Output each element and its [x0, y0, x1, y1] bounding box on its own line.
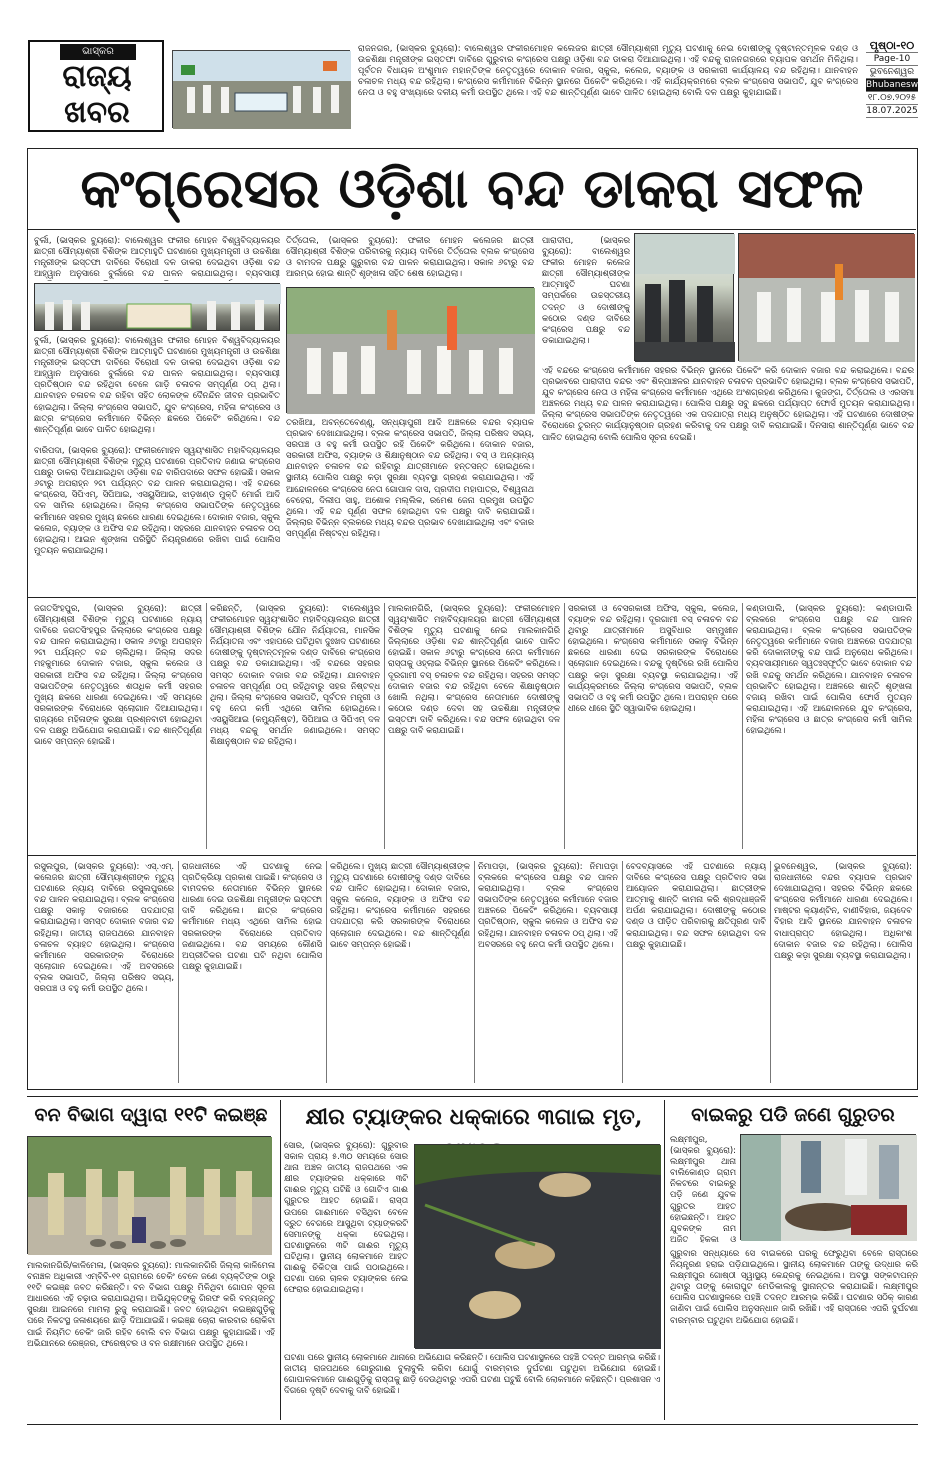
lead-col1-top	[34, 235, 280, 281]
story1-photo	[27, 1136, 271, 1254]
row2-col4	[568, 603, 738, 849]
row2-col2-text: କରିଛନ୍ତି, (ଭାସ୍କର ବ୍ୟୁରୋ): ବାଲେଶ୍ୱର ଫକୀରମୋହନ ସ୍ୱୟଂଶାସିତ ମହାବିଦ୍ୟାଳୟର ଛାତ୍ରୀ ସୌମ୍ୟାଶ୍ରୀ ବିଶିଙ୍କ ଯୌନ ନିର୍ଯ୍ୟାତନା, ମାନସିକ ନିର୍ଯ୍ୟାତନା ଏବଂ ଏହାପରେ ଘଟିଥିବା ଦୁଃଖଦ ଘଟଣାରେ ଦୋଷୀଙ୍କୁ ଦୃଷ୍ଟାନ୍ତମୂଳକ ଦଣ୍ଡ ଦାବିରେ କଂଗ୍ରେସ ପକ୍ଷରୁ ବନ୍ଦ ଡକାଯାଇଥିଲା। ଏହି ବନ୍ଦରେ ସହରର ସମସ୍ତ ଦୋକାନ ବଜାର ବନ୍ଦ ରହିଥିଲା। ଯାନବାହନ ଚଳାଚଳ ସମ୍ପୂର୍ଣ୍ଣ ଠପ୍ ରହିଥିବାରୁ ସହର ନିଷ୍ଟବ୍ଧ ଥିଲା। ଜିଲ୍ଲା କଂଗ୍ରେସ ସଭାପତି, ପୂର୍ବତନ ମନ୍ତ୍ରୀ ଓ ବହୁ ନେତା କର୍ମୀ ଏଥିରେ ସାମିଲ ହୋଇଥିଲେ। ଏସୟୁସିଆଇ (କମ୍ୟୁନିଷ୍ଟ), ସିପିଆଇ ଓ ସିପିଏମ୍ ଦଳ ମଧ୍ୟ ବନ୍ଦକୁ ସମର୍ଥନ ଜଣାଇଥିଲେ। ସମସ୍ତ ଶିକ୍ଷାନୁଷ୍ଠାନ ବନ୍ଦ ରହିଥିଲା।	[210, 603, 380, 747]
row3-col3	[330, 861, 470, 1083]
row3-col4	[478, 861, 618, 1083]
lead-col3b-text: ଏହି ବନ୍ଦରେ କଂଗ୍ରେସ କର୍ମୀମାନେ ସହରର ବିଭିନ୍ନ ସ୍ଥାନରେ ପିକେଟିଂ କରି ଦୋକାନ ବଜାର ବନ୍ଦ କରାଇଥିଲେ। ବନ୍ଦର ପ୍ରଭାବରେ ପାରାଦୀପ ବନ୍ଦର ଏବଂ ଶିଳ୍ପାଞ୍ଚଳର ଯାନବାହନ ଚଳାଚଳ ପ୍ରଭାବିତ ହୋଇଥିଲା। ବ୍ଲକ କଂଗ୍ରେସ ସଭାପତି, ଯୁବ କଂଗ୍ରେସ ନେତା ଓ ମହିଳା କଂଗ୍ରେସ କର୍ମୀମାନେ ଏଥିରେ ଅଂଶଗ୍ରହଣ କରିଥିଲେ। କୁଜଙ୍ଗ, ତିର୍ତ୍ତୋଲ ଓ ଏରସମା ଅଞ୍ଚଳରେ ମଧ୍ୟ ବନ୍ଦ ପାଳନ କରାଯାଇଥିଲା। ପୋଲିସ ପକ୍ଷରୁ ସବୁ ଛକରେ ପର୍ଯ୍ୟାପ୍ତ ଫୋର୍ସ ମୁତୟନ କରାଯାଇଥିଲା। ଜିଲ୍ଲା କଂଗ୍ରେସ ସଭାପତିଙ୍କ ନେତୃତ୍ୱରେ ଏକ ପଦଯାତ୍ରା ମଧ୍ୟ ଅନୁଷ୍ଠିତ ହୋଇଥିଲା। ଏହି ଘଟଣାରେ ଦୋଷୀଙ୍କ ବିରୋଧରେ ତୁରନ୍ତ କାର୍ଯ୍ୟାନୁଷ୍ଠାନ ଗ୍ରହଣ କରିବାକୁ ଦଳ ପକ୍ଷରୁ ଦାବି କରାଯାଇଛି। ଦିନସାରା ଶାନ୍ତିପୂର୍ଣ୍ଣ ଭାବେ ବନ୍ଦ ପାଳିତ ହୋଇଥିଲା ବୋଲି ପୋଲିସ ସୂଚନା ଦେଇଛି।	[542, 365, 914, 442]
row3-col6-text: ଭୁବନେଶ୍ୱର, (ଭାସ୍କର ବ୍ୟୁରୋ): ରାଜଧାନୀରେ ବନ୍ଦର ବ୍ୟାପକ ପ୍ରଭାବ ଦେଖାଯାଇଥିଲା। ସହରର ବିଭିନ୍ନ ଛକରେ କଂଗ୍ରେସ କର୍ମୀମାନେ ଧାରଣା ଦେଇଥିଲେ। ମାଷ୍ଟର କ୍ୟାଣ୍ଟିନ, ବାଣୀବିହାର, ଜୟଦେବ ବିହାର ଆଦି ସ୍ଥାନରେ ଯାନବାହନ ଚଳାଚଳ ବାଧାପ୍ରାପ୍ତ ହୋଇଥିଲା। ଅଧିକାଂଶ ଦୋକାନ ବଜାର ବନ୍ଦ ରହିଥିଲା। ପୋଲିସ ପକ୍ଷରୁ କଡ଼ା ସୁରକ୍ଷା ବ୍ୟବସ୍ଥା କରାଯାଇଥିଲା।	[774, 861, 912, 960]
story3-body-top	[670, 1134, 736, 1246]
column-rule	[280, 1100, 281, 1420]
lead-col2-bottom	[286, 417, 534, 593]
top-brief-story	[358, 44, 858, 132]
story2-text-right: ଘଟଣା ପରେ ସ୍ଥାନୀୟ ଲୋକମାନେ ଥାନାରେ ଅଭିଯୋଗ କରିଛନ୍ତି। ପୋଲିସ ଘଟଣାସ୍ଥଳରେ ପହଞ୍ଚି ତଦନ୍ତ ଆରମ୍ଭ କରିଛି। ଜାତୀୟ ରାଜପଥରେ ଗୋରୁଗାଈ ବୁଲାବୁଲି କରିବା ଯୋଗୁଁ ବାରମ୍ବାର ଦୁର୍ଘଟଣା ଘଟୁଥିବା ଅଭିଯୋଗ ହୋଇଛି। ଗୋପାଳକମାନେ ଗାଈଗୁଡ଼ିକୁ ରାସ୍ତାକୁ ଛାଡ଼ି ଦେଉଥିବାରୁ ଏପରି ଘଟଣା ଘଟୁଛି ବୋଲି ଲୋକମାନେ କହିଛନ୍ତି। ପ୍ରଶାସନ ଏ ଦିଗରେ ଦୃଷ୍ଟି ଦେବାକୁ ଦାବି ହୋଇଛି।	[284, 1352, 660, 1396]
column-rule	[742, 603, 743, 849]
row2-col3	[388, 603, 560, 849]
city-english: Bhubaneswar	[866, 80, 928, 90]
section-title-line1: ରାଜ୍ୟ	[62, 59, 132, 94]
column-rule	[664, 1100, 665, 1420]
lead-col3-bottom	[542, 365, 914, 593]
row3-col1	[34, 861, 174, 1083]
divider	[27, 1424, 918, 1425]
date-odia: ୧୮.୦୭.୨୦୨୫	[867, 93, 917, 103]
story3-text-top: ଲକ୍ଷ୍ମୀପୁର, (ଭାସ୍କର ବ୍ୟୁରୋ): ଲକ୍ଷ୍ମୀପୁର ଥାନା ବାଲିକୋଣ୍ଡ ଗ୍ରାମ ନିକଟରେ ବାଇକରୁ ପଡ଼ି ଜଣେ ଯୁବକ ଗୁରୁତର ଆହତ ହୋଇଛନ୍ତି। ଆହତ ଯୁବକଙ୍କ ନାମ ଅଜିତ ହିକକା ଓ	[670, 1134, 736, 1244]
top-brief-photo	[172, 50, 350, 128]
lead-col2-top	[286, 235, 534, 285]
brand-name: ଭାସ୍କର	[60, 44, 136, 60]
page-info	[866, 39, 928, 136]
row3-col4-text: ନିମାପଡ଼ା, (ଭାସ୍କର ବ୍ୟୁରୋ): ନିମାପଡ଼ା ବ୍ଲକରେ କଂଗ୍ରେସ ପକ୍ଷରୁ ବନ୍ଦ ପାଳନ କରାଯାଇଥିଲା। ବ୍ଲକ କଂଗ୍ରେସ ସଭାପତିଙ୍କ ନେତୃତ୍ୱରେ କର୍ମୀମାନେ ବଜାର ଅଞ୍ଚଳରେ ପିକେଟିଂ କରିଥିଲେ। ବ୍ୟବସାୟୀ ପ୍ରତିଷ୍ଠାନ, ସ୍କୁଲ କଲେଜ ଓ ଅଫିସ ବନ୍ଦ ରହିଥିଲା। ଯାନବାହନ ଚଳାଚଳ ଠପ୍ ଥିଲା। ଏହି ଅବସରରେ ବହୁ ନେତା କର୍ମୀ ଉପସ୍ଥିତ ଥିଲେ।	[478, 861, 618, 949]
row3-col6	[774, 861, 912, 1083]
row2-col5-text: କଣ୍ଡାପାଲି, (ଭାସ୍କର ବ୍ୟୁରୋ): କଣ୍ଡାପାଲି ବ୍ଲକରେ କଂଗ୍ରେସ ପକ୍ଷରୁ ବନ୍ଦ ପାଳନ କରାଯାଇଥିଲା। ବ୍ଲକ କଂଗ୍ରେସ ସଭାପତିଙ୍କ ନେତୃତ୍ୱରେ କର୍ମୀମାନେ ବଜାର ଅଞ୍ଚଳରେ ପଦଯାତ୍ରା କରି ଦୋକାନୀଙ୍କୁ ବନ୍ଦ ପାଇଁ ଅନୁରୋଧ କରିଥିଲେ। ବ୍ୟବସାୟୀମାନେ ସ୍ୱତଃସ୍ଫୂର୍ତ୍ତ ଭାବେ ଦୋକାନ ବନ୍ଦ ରଖି ବନ୍ଦକୁ ସମର୍ଥନ କରିଥିଲେ। ଯାନବାହନ ଚଳାଚଳ ପ୍ରଭାବିତ ହୋଇଥିଲା। ଅଞ୍ଚଳରେ ଶାନ୍ତି ଶୃଙ୍ଖଳା ବଜାୟ ରଖିବା ପାଇଁ ପୋଲିସ ଫୋର୍ସ ମୁତୟନ କରାଯାଇଥିଲା। ଏହି ଆନ୍ଦୋଳନରେ ଯୁବ କଂଗ୍ରେସ, ମହିଳା କଂଗ୍ରେସ ଓ ଛାତ୍ର କଂଗ୍ରେସ କର୍ମୀ ସାମିଲ ହୋଇଥିଲେ।	[746, 603, 912, 736]
column-rule	[326, 861, 327, 1083]
column-rule	[178, 861, 179, 1083]
photo-protest-4	[738, 233, 914, 361]
page-number: ପୃଷ୍ଠା-୧୦	[866, 40, 918, 53]
story3-headline: ବାଇକରୁ ପଡି ଜଣେ ଗୁରୁତର	[691, 1104, 895, 1126]
row2-col1	[34, 603, 202, 849]
row3-col5-text: ବେଦବ୍ୟାସରେ ଏହି ଘଟଣାରେ ନ୍ୟାୟ ଦାବିରେ କଂଗ୍ରେସ ପକ୍ଷରୁ ପ୍ରତିବାଦ ସଭା ଆୟୋଜନ କରାଯାଇଥିଲା। ଛାତ୍ରୀଙ୍କ ଆତ୍ମାକୁ ଶାନ୍ତି କାମନା କରି ଶ୍ରଦ୍ଧାଞ୍ଜଳି ଅର୍ପଣ କରାଯାଇଥିଲା। ଦୋଷୀଙ୍କୁ କଠୋର ଦଣ୍ଡ ଓ ପୀଡ଼ିତ ପରିବାରକୁ କ୍ଷତିପୂରଣ ଦାବି କରାଯାଇଥିଲା। ବନ୍ଦ ସଫଳ ହୋଇଥିବା ଦଳ ପକ୍ଷରୁ କୁହାଯାଇଛି।	[626, 861, 766, 949]
lead-story-box	[27, 148, 918, 1090]
story3-body-bottom	[670, 1248, 918, 1420]
divider	[27, 1096, 918, 1097]
lead-col1b-text: ବାରିପଦା, (ଭାସ୍କର ବ୍ୟୁରୋ): ଫକୀରମୋହନ ସ୍ୱୟଂଶାସିତ ମହାବିଦ୍ୟାଳୟର ଛାତ୍ରୀ ସୌମ୍ୟାଶ୍ରୀ ବିଶିଙ୍କ ମୃତ୍ୟୁ ଘଟଣାରେ ପ୍ରତିବାଦ ଜଣାଇ କଂଗ୍ରେସ ପକ୍ଷରୁ ଡାକରା ଦିଆଯାଇଥିବା ଓଡ଼ିଶା ବନ୍ଦ ବାରିପଦାରେ ସଫଳ ହୋଇଛି। ସକାଳ ୬ଟାରୁ ଅପରାହ୍ନ ୨ଟା ପର୍ଯ୍ୟନ୍ତ ବନ୍ଦ ପାଳନ କରାଯାଇଥିଲା। ଏହି ବନ୍ଦରେ କଂଗ୍ରେସ, ସିପିଏମ୍, ସିପିଆଇ, ଏସୟୁସିଆଇ, ଝାଡ଼ଖଣ୍ଡ ମୁକ୍ତି ମୋର୍ଚ୍ଚା ଆଦି ଦଳ ସାମିଲ ହୋଇଥିଲେ। ଜିଲ୍ଲା କଂଗ୍ରେସ ସଭାପତିଙ୍କ ନେତୃତ୍ୱରେ କର୍ମୀମାନେ ସହରର ମୁଖ୍ୟ ଛକରେ ଧାରଣା ଦେଇଥିଲେ। ଦୋକାନ ବଜାର, ସ୍କୁଲ କଲେଜ, ବ୍ୟାଙ୍କ ଓ ଅଫିସ ବନ୍ଦ ରହିଥିଲା। ସହରରେ ଯାନବାହନ ଚଳାଚଳ ଠପ୍ ହୋଇଥିଲା। ଆଇନ ଶୃଙ୍ଖଳା ପରିସ୍ଥିତି ନିୟନ୍ତ୍ରଣରେ ରଖିବା ପାଇଁ ପୋଲିସ ମୁତୟନ କରାଯାଇଥିଲା।	[34, 445, 280, 555]
lead-col1-text: ବୁର୍ଲା, (ଭାସ୍କର ବ୍ୟୁରୋ): ବାଲେଶ୍ୱର ଫକୀର ମୋହନ ବିଶ୍ୱବିଦ୍ୟାଳୟର ଛାତ୍ରୀ ସୌମ୍ୟାଶ୍ରୀ ବିଶିଙ୍କ ଆତ୍ମାହୁତି ଘଟଣାରେ ମୁଖ୍ୟମନ୍ତ୍ରୀ ଓ ଉଚ୍ଚଶିକ୍ଷା ମନ୍ତ୍ରୀଙ୍କ ଇସ୍ତଫା ଦାବିରେ ବିରୋଧୀ ଦଳ ଡାକରା ଦେଇଥିବା ଓଡ଼ିଶା ବନ୍ଦ ଆହ୍ୱାନ ଅନୁସାରେ ବୁର୍ଲାରେ ବନ୍ଦ ପାଳନ କରାଯାଇଥିଲା। ବ୍ୟବସାୟୀ	[34, 235, 280, 279]
column-rule	[622, 861, 623, 1083]
row3-col2	[182, 861, 322, 1083]
row2-col5	[746, 603, 912, 849]
story2-headline: କ୍ଷୀର ଟ୍ୟାଙ୍କର ଧକ୍କାରେ ୩ଗାଇ ମୃତ,	[305, 1104, 643, 1130]
divider	[28, 597, 916, 598]
story2-body-left	[284, 1140, 408, 1346]
section-logo	[28, 40, 164, 132]
story1-body	[27, 1260, 275, 1420]
lead-col1-text-cont: ବୁର୍ଲା, (ଭାସ୍କର ବ୍ୟୁରୋ): ବାଲେଶ୍ୱର ଫକୀର ମୋହନ ବିଶ୍ୱବିଦ୍ୟାଳୟର ଛାତ୍ରୀ ସୌମ୍ୟାଶ୍ରୀ ବିଶିଙ୍କ ଆତ୍ମାହୁତି ଘଟଣାରେ ମୁଖ୍ୟମନ୍ତ୍ରୀ ଓ ଉଚ୍ଚଶିକ୍ଷା ମନ୍ତ୍ରୀଙ୍କ ଇସ୍ତଫା ଦାବିରେ ବିରୋଧୀ ଦଳ ଡାକରା ଦେଇଥିବା ଓଡ଼ିଶା ବନ୍ଦ ଆହ୍ୱାନ ଅନୁସାରେ ବୁର୍ଲାରେ ବନ୍ଦ ପାଳନ କରାଯାଇଥିଲା। ବ୍ୟବସାୟୀ ପ୍ରତିଷ୍ଠାନ ବନ୍ଦ ରହିଥିବା ବେଳେ ଗାଡ଼ି ଚଳାଚଳ ସମ୍ପୂର୍ଣ୍ଣ ଠପ୍ ଥିଲା। ଯାନବାହନ ଚଳାଚଳ ବନ୍ଦ ରହିବା ସହିତ ଲୋକଙ୍କ ଦୈନନ୍ଦିନ ଜୀବନ ପ୍ରଭାବିତ ହୋଇଥିଲା। ଜିଲ୍ଲା କଂଗ୍ରେସ ସଭାପତି, ଯୁବ କଂଗ୍ରେସ, ମହିଳା କଂଗ୍ରେସ ଓ ଛାତ୍ର କଂଗ୍ରେସ କର୍ମୀମାନେ ବିଭିନ୍ନ ଛକରେ ପିକେଟିଂ କରିଥିଲେ। ବନ୍ଦ ଶାନ୍ତିପୂର୍ଣ୍ଣ ଭାବେ ପାଳିତ ହୋଇଥିଲା।	[34, 335, 280, 434]
page-number-en: Page-10	[866, 53, 918, 66]
row3-col5	[626, 861, 766, 1083]
lead-col1-bottom	[34, 445, 280, 593]
top-brief-text: ରାଜନଗର, (ଭାସ୍କର ବ୍ୟୁରୋ): ବାଲେଶ୍ୱର ଫକୀରମୋହନ କଲେଜର ଛାତ୍ରୀ ସୌମ୍ୟାଶ୍ରୀ ମୃତ୍ୟୁ ଘଟଣାକୁ ନେଇ ଦୋଷୀଙ୍କୁ ଦୃଷ୍ଟାନ୍ତମୂଳକ ଦଣ୍ଡ ଓ ଉଚ୍ଚଶିକ୍ଷା ମନ୍ତ୍ରୀଙ୍କ ଇସ୍ତଫା ଦାବିରେ ଗୁରୁବାର କଂଗ୍ରେସ ପକ୍ଷରୁ ଓଡ଼ିଶା ବନ୍ଦ ଡାକରା ଦିଆଯାଇଥିଲା। ଏହି ବନ୍ଦକୁ ରାଜନଗରରେ ବ୍ୟାପକ ସମର୍ଥନ ମିଳିଥିଲା। ପୂର୍ବତନ ବିଧାୟକ ଅଂଶୁମାନ ମହାନ୍ତିଙ୍କ ନେତୃତ୍ୱରେ ଦୋକାନ ବଜାର, ସ୍କୁଲ, କଲେଜ, ବ୍ୟାଙ୍କ ଓ ସରକାରୀ କାର୍ଯ୍ୟାଳୟ ବନ୍ଦ ରହିଥିଲା। ଯାନବାହନ ଚଳାଚଳ ମଧ୍ୟ ବନ୍ଦ ରହିଥିଲା। କଂଗ୍ରେସ କର୍ମୀମାନେ ବିଭିନ୍ନ ସ୍ଥାନରେ ପିକେଟିଂ କରିଥିଲେ। ଏହି କାର୍ଯ୍ୟକ୍ରମରେ ବ୍ଲକ କଂଗ୍ରେସ ସଭାପତି, ଯୁବ କଂଗ୍ରେସ ନେତା ଓ ବହୁ ସଂଖ୍ୟାରେ ଦଳୀୟ କର୍ମୀ ଉପସ୍ଥିତ ଥିଲେ। ଏହି ବନ୍ଦ ଶାନ୍ତିପୂର୍ଣ୍ଣ ଭାବେ ପାଳିତ ହୋଇଥିଲା ବୋଲି ଦଳ ପକ୍ଷରୁ କୁହାଯାଇଛି।	[358, 44, 858, 98]
main-headline: କଂଗ୍ରେସର ଓଡ଼ିଶା ବନ୍ଦ ଡାକରା ସଫଳ	[80, 156, 864, 220]
column-rule	[564, 603, 565, 849]
lead-col2b-text: ତରଖିଆ, ଅବନ୍ତେବେଣ୍ଣୁ, ସନ୍ଧ୍ୟାପୁରୀ ଆଦି ଅଞ୍ଚଳରେ ବନ୍ଦର ବ୍ୟାପକ ପ୍ରଭାବ ଦେଖାଯାଇଥିଲା। ବ୍ଲକ କଂଗ୍ରେସ ସଭାପତି, ଜିଲ୍ଲା ପରିଷଦ ସଭ୍ୟ, ସରପଞ୍ଚ ଓ ବହୁ କର୍ମୀ ଉପସ୍ଥିତ ରହି ପିକେଟିଂ କରିଥିଲେ। ଦୋକାନ ବଜାର, ସରକାରୀ ଅଫିସ, ବ୍ୟାଙ୍କ ଓ ଶିକ୍ଷାନୁଷ୍ଠାନ ବନ୍ଦ ରହିଥିଲା। ବସ୍ ଓ ଅନ୍ୟାନ୍ୟ ଯାନବାହନ ଚଳାଚଳ ବନ୍ଦ ରହିବାରୁ ଯାତ୍ରୀମାନେ ହନ୍ତସନ୍ତ ହୋଇଥିଲେ। ସ୍ଥାନୀୟ ପୋଲିସ ପକ୍ଷରୁ କଡ଼ା ସୁରକ୍ଷା ବ୍ୟବସ୍ଥା ଗ୍ରହଣ କରାଯାଇଥିଲା। ଏହି ଆନ୍ଦୋଳନରେ କଂଗ୍ରେସ ନେତା ଗୋପାଳ ଦାସ, ପ୍ରଦୀପ ମହାପାତ୍ର, ବିଶ୍ୱନାଥ ବେହେରା, ଦିଲୀପ ସାହୁ, ଅଶୋକ ମଲ୍ଲିକ, ରମେଶ ଜେନା ପ୍ରମୁଖ ଉପସ୍ଥିତ ଥିଲେ। ଏହି ବନ୍ଦ ପୂର୍ଣ୍ଣ ସଫଳ ହୋଇଥିବା ଦଳ ପକ୍ଷରୁ ଦାବି କରାଯାଇଛି। ଜିଲ୍ଲାର ବିଭିନ୍ନ ବ୍ଲକରେ ମଧ୍ୟ ବନ୍ଦର ପ୍ରଭାବ ଦେଖାଯାଇଥିଲା ଏବଂ ବଜାର ସମ୍ପୂର୍ଣ୍ଣ ନିଷ୍ଟବ୍ଧ ରହିଥିଲା।	[286, 417, 534, 538]
story3-text-bottom: ଗୁରୁବାର ସନ୍ଧ୍ୟାରେ ସେ ବାଇକରେ ଘରକୁ ଫେରୁଥିବା ବେଳେ ରାସ୍ତାରେ ନିୟନ୍ତ୍ରଣ ହରାଇ ପଡ଼ିଯାଇଥିଲେ। ସ୍ଥାନୀୟ ଲୋକମାନେ ତାଙ୍କୁ ଉଦ୍ଧାର କରି ଲକ୍ଷ୍ମୀପୁର ଗୋଷ୍ଠୀ ସ୍ୱାସ୍ଥ୍ୟ କେନ୍ଦ୍ରକୁ ନେଇଥିଲେ। ଅବସ୍ଥା ସଙ୍କଟାପନ୍ନ ଥିବାରୁ ତାଙ୍କୁ କୋରାପୁଟ ମେଡିକାଲକୁ ସ୍ଥାନାନ୍ତର କରାଯାଇଛି। ଲକ୍ଷ୍ମୀପୁର ପୋଲିସ ଘଟଣାସ୍ଥଳରେ ପହଞ୍ଚି ତଦନ୍ତ ଆରମ୍ଭ କରିଛି। ଘଟଣାର ସଠିକ୍ କାରଣ ଜାଣିବା ପାଇଁ ପୋଲିସ ଅନୁସନ୍ଧାନ ଜାରି ରଖିଛି। ଏହି ରାସ୍ତାରେ ଏପରି ଦୁର୍ଘଟଣା ବାରମ୍ବାର ଘଟୁଥିବା ଅଭିଯୋଗ ହୋଇଛି।	[670, 1248, 918, 1325]
row2-col1-text: ଜଗତସିଂହପୁର, (ଭାସ୍କର ବ୍ୟୁରୋ): ଛାତ୍ରୀ ସୌମ୍ୟାଶ୍ରୀ ବିଶିଙ୍କ ମୃତ୍ୟୁ ଘଟଣାରେ ନ୍ୟାୟ ଦାବିରେ ଜଗତସିଂହପୁର ଜିଲ୍ଲାରେ କଂଗ୍ରେସ ପକ୍ଷରୁ ବନ୍ଦ ପାଳନ କରାଯାଇଥିଲା। ସକାଳ ୬ଟାରୁ ଅପରାହ୍ନ ୨ଟା ପର୍ଯ୍ୟନ୍ତ ବନ୍ଦ ଚାଲିଥିଲା। ଜିଲ୍ଲା ସଦର ମହକୁମାରେ ଦୋକାନ ବଜାର, ସ୍କୁଲ କଲେଜ ଓ ସରକାରୀ ଅଫିସ ବନ୍ଦ ରହିଥିଲା। ଜିଲ୍ଲା କଂଗ୍ରେସ ସଭାପତିଙ୍କ ନେତୃତ୍ୱରେ ଶତାଧିକ କର୍ମୀ ସହରର ମୁଖ୍ୟ ଛକରେ ଧାରଣା ଦେଇଥିଲେ। ଏହି ସମୟରେ ସରକାରଙ୍କ ବିରୋଧରେ ସ୍ଲୋଗାନ ଦିଆଯାଇଥିଲା। ରାଜ୍ୟରେ ମହିଳାଙ୍କ ସୁରକ୍ଷା ପ୍ରଶ୍ନବାଚୀ ହୋଇଥିବା ଦଳ ପକ୍ଷରୁ ଅଭିଯୋଗ କରାଯାଇଛି। ବନ୍ଦ ଶାନ୍ତିପୂର୍ଣ୍ଣ ଭାବେ ସମ୍ପନ୍ନ ହୋଇଛି।	[34, 603, 202, 747]
lead-col2-text: ତିର୍ତ୍ତୋଲ, (ଭାସ୍କର ବ୍ୟୁରୋ): ଫକୀର ମୋହନ କଲେଜର ଛାତ୍ରୀ ସୌମ୍ୟାଶ୍ରୀ ବିଶିଙ୍କ ପରିବାରକୁ ନ୍ୟାୟ ଦାବିରେ ତିର୍ତ୍ତୋଲ ବ୍ଲକ କଂଗ୍ରେସ ଓ ବାମଦଳ ପକ୍ଷରୁ ଗୁରୁବାର ବନ୍ଦ ପାଳନ କରାଯାଇଥିଲା। ସକାଳ ୬ଟାରୁ ବନ୍ଦ ଆରମ୍ଭ ହୋଇ ଶାନ୍ତି ଶୃଙ୍ଖଳା ସହିତ ଶେଷ ହୋଇଥିଲା।	[286, 235, 534, 279]
row3-col3-text: କରିଥିଲେ। ମୁଖ୍ୟ ଛାତ୍ରୀ ସୌମ୍ୟାଶ୍ରୀଙ୍କ ମୃତ୍ୟୁ ଘଟଣାରେ ଦୋଷୀଙ୍କୁ ଦଣ୍ଡ ଦାବିରେ ବନ୍ଦ ପାଳିତ ହୋଇଥିଲା। ଦୋକାନ ବଜାର, ସ୍କୁଲ କଲେଜ, ବ୍ୟାଙ୍କ ଓ ଅଫିସ ବନ୍ଦ ରହିଥିଲା। କଂଗ୍ରେସ କର୍ମୀମାନେ ସହରରେ ପଦଯାତ୍ରା କରି ସରକାରଙ୍କ ବିରୋଧରେ ସ୍ଲୋଗାନ ଦେଇଥିଲେ। ବନ୍ଦ ଶାନ୍ତିପୂର୍ଣ୍ଣ ଭାବେ ସମ୍ପନ୍ନ ହୋଇଛି।	[330, 861, 470, 949]
story1-text: ମାଲକାନଗିରି/କାଳିମେଳା, (ଭାସ୍କର ବ୍ୟୁରୋ): ମାଲକାନଗିରି ଜିଲ୍ଲା କାଳିମେଳା ବନାଞ୍ଚଳ ଅଧିକାରୀ ଏମ୍‌ବିବି-୧୧ ଗ୍ରାମରେ ଚେକିଂ ବେଳେ ଜଣେ ବ୍ୟକ୍ତିଙ୍କ ଠାରୁ ୧୧ଟି କଇଞ୍ଛ ଜବତ କରିଛନ୍ତି। ବନ ବିଭାଗ ପକ୍ଷରୁ ମିଳିଥିବା ଗୋପନ ସୂଚନା ଆଧାରରେ ଏହି ଚଢ଼ାଉ କରାଯାଇଥିଲା। ଅଭିଯୁକ୍ତଙ୍କୁ ଗିରଫ କରି ବନ୍ୟଜନ୍ତୁ ସୁରକ୍ଷା ଆଇନରେ ମାମଲା ରୁଜୁ କରାଯାଇଛି। ଜବତ ହୋଇଥିବା କଇଞ୍ଛଗୁଡ଼ିକୁ ପରେ ନିକଟସ୍ଥ ଜଳାଶୟରେ ଛାଡ଼ି ଦିଆଯାଇଛି। କଇଞ୍ଛ ଚୋରା କାରବାର ରୋକିବା ପାଇଁ ନିୟମିତ ଚେକିଂ ଜାରି ରହିବ ବୋଲି ବନ ବିଭାଗ ପକ୍ଷରୁ କୁହାଯାଇଛି। ଏହି ଅଭିଯାନରେ ରେଞ୍ଜର, ଫରେଷ୍ଟର ଓ ବନ ରକ୍ଷୀମାନେ ଉପସ୍ଥିତ ଥିଲେ।	[27, 1260, 275, 1348]
column-rule	[384, 603, 385, 849]
photo-protest-1	[34, 283, 280, 331]
masthead	[28, 39, 928, 140]
city-odia: ଭୁବନେଶ୍ୱର	[866, 66, 918, 79]
lead-col1-mid	[34, 335, 280, 443]
lead-col3-text: ପାରାଦୀପ, (ଭାସ୍କର ବ୍ୟୁରୋ): ବାଲେଶ୍ୱର ଫକୀର ମୋହନ କଲେଜ ଛାତ୍ରୀ ସୌମ୍ୟାଶ୍ରୀଙ୍କ ଆତ୍ମାହୁତି ଘଟଣା ସମ୍ପର୍କରେ ଉଚ୍ଚସ୍ତରୀୟ ତଦନ୍ତ ଓ ଦୋଷୀଙ୍କୁ କଠୋର ଦଣ୍ଡ ଦାବିରେ କଂଗ୍ରେସ ପକ୍ଷରୁ ବନ୍ଦ ଡକାଯାଇଥିଲା।	[542, 235, 630, 345]
story3-photo	[740, 1134, 916, 1240]
story2-text-left: ସୋର, (ଭାସ୍କର ବ୍ୟୁରୋ): ଗୁରୁବାର ସକାଳ ପ୍ରାୟ ୫.୩୦ ସମୟରେ ସୋର ଥାନା ଅଞ୍ଚଳ ଜାତୀୟ ରାଜପଥରେ ଏକ କ୍ଷୀର ଟ୍ୟାଙ୍କର ଧକ୍କାରେ ୩ଟି ଗାଈର ମୃତ୍ୟୁ ଘଟିଛି ଓ ଗୋଟିଏ ଗାଈ ଗୁରୁତର ଆହତ ହୋଇଛି। ରାସ୍ତା ଉପରେ ଗାଈମାନେ ବସିଥିବା ବେଳେ ଦ୍ରୁତ ବେଗରେ ଆସୁଥିବା ଟ୍ୟାଙ୍କରଟି ସେମାନଙ୍କୁ ଧକ୍କା ଦେଇଥିଲା। ଘଟଣାସ୍ଥଳରେ ୩ଟି ଗାଈର ମୃତ୍ୟୁ ଘଟିଥିଲା। ସ୍ଥାନୀୟ ଲୋକମାନେ ଆହତ ଗାଈକୁ ଚିକିତ୍ସା ପାଇଁ ପଠାଇଥିଲେ। ଘଟଣା ପରେ ଚାଳକ ଟ୍ୟାଙ୍କର ନେଇ ଫେରାର ହୋଇଯାଇଥିଲା।	[284, 1140, 408, 1295]
story2-photo	[414, 1144, 660, 1348]
row2-col3-text: ମାଲକାନଗିରି, (ଭାସ୍କର ବ୍ୟୁରୋ): ଫକୀରମୋହନ ସ୍ୱୟଂଶାସିତ ମହାବିଦ୍ୟାଳୟର ଛାତ୍ରୀ ସୌମ୍ୟାଶ୍ରୀ ବିଶିଙ୍କ ମୃତ୍ୟୁ ଘଟଣାକୁ ନେଇ ମାଲକାନଗିରି ଜିଲ୍ଲାରେ ଓଡ଼ିଶା ବନ୍ଦ ଶାନ୍ତିପୂର୍ଣ୍ଣ ଭାବେ ପାଳିତ ହୋଇଛି। ସକାଳ ୬ଟାରୁ କଂଗ୍ରେସ ନେତା କର୍ମୀମାନେ ରାସ୍ତାକୁ ଓହ୍ଲାଇ ବିଭିନ୍ନ ସ୍ଥାନରେ ପିକେଟିଂ କରିଥିଲେ। ଦୂରଗାମୀ ବସ୍ ଚଳାଚଳ ବନ୍ଦ ରହିଥିଲା। ସହରର ସମସ୍ତ ଦୋକାନ ବଜାର ବନ୍ଦ ରହିଥିବା ବେଳେ ଶିକ୍ଷାନୁଷ୍ଠାନ ଖୋଲି ନଥିଲା। କଂଗ୍ରେସ ନେତାମାନେ ଦୋଷୀଙ୍କୁ କଠୋର ଦଣ୍ଡ ଦେବା ସହ ଉଚ୍ଚଶିକ୍ଷା ମନ୍ତ୍ରୀଙ୍କ ଇସ୍ତଫା ଦାବି କରିଥିଲେ। ବନ୍ଦ ସଫଳ ହୋଇଥିବା ଦଳ ପକ୍ଷରୁ ଦାବି କରାଯାଇଛି।	[388, 603, 560, 736]
divider	[28, 855, 916, 856]
divider	[28, 229, 916, 230]
column-rule	[206, 603, 207, 849]
column-rule	[474, 861, 475, 1083]
date-english: 18.07.2025	[866, 106, 918, 116]
photo-protest-2	[286, 287, 534, 413]
photo-protest-3	[634, 233, 734, 361]
row3-col1-text: ରସୁଲପୁର, (ଭାସ୍କର ବ୍ୟୁରୋ): ଏସ୍.ଏମ୍. କଲେଜର ଛାତ୍ରୀ ସୌମ୍ୟାଶ୍ରୀଙ୍କ ମୃତ୍ୟୁ ଘଟଣାରେ ନ୍ୟାୟ ଦାବିରେ ରସୁଲପୁରରେ ବନ୍ଦ ପାଳନ କରାଯାଇଥିଲା। ବ୍ଲକ କଂଗ୍ରେସ ପକ୍ଷରୁ ସକାଳୁ ବଜାରରେ ପଦଯାତ୍ରା କରାଯାଇଥିଲା। ସମସ୍ତ ଦୋକାନ ବଜାର ବନ୍ଦ ରହିଥିଲା। ଜାତୀୟ ରାଜପଥରେ ଯାନବାହନ ଚଳାଚଳ ବ୍ୟାହତ ହୋଇଥିଲା। କଂଗ୍ରେସ କର୍ମୀମାନେ ସରକାରଙ୍କ ବିରୋଧରେ ସ୍ଲୋଗାନ ଦେଇଥିଲେ। ଏହି ଅବସରରେ ବ୍ଲକ ସଭାପତି, ଜିଲ୍ଲା ପରିଷଦ ସଭ୍ୟ, ସରପଞ୍ଚ ଓ ବହୁ କର୍ମୀ ଉପସ୍ଥିତ ଥିଲେ।	[34, 861, 174, 994]
story1-headline: ବନ ବିଭାଗ ଦ୍ୱାରା ୧୧ଟି କଇଞ୍ଛ	[34, 1104, 268, 1126]
row2-col2	[210, 603, 380, 849]
row3-col2-text: ରାଜଧାନୀରେ ଏହି ଘଟଣାକୁ ନେଇ ପ୍ରତିକ୍ରିୟା ପ୍ରକାଶ ପାଇଛି। କଂଗ୍ରେସ ଓ ବାମଦଳର ନେତାମାନେ ବିଭିନ୍ନ ସ୍ଥାନରେ ଧାରଣା ଦେଇ ଉଚ୍ଚଶିକ୍ଷା ମନ୍ତ୍ରୀଙ୍କ ଇସ୍ତଫା ଦାବି କରିଥିଲେ। ଛାତ୍ର କଂଗ୍ରେସ କର୍ମୀମାନେ ମଧ୍ୟ ଏଥିରେ ସାମିଲ ହୋଇ ସରକାରଙ୍କ ବିରୋଧରେ ପ୍ରତିବାଦ ଜଣାଇଥିଲେ। ବନ୍ଦ ସମୟରେ କୌଣସି ଅପ୍ରୀତିକର ଘଟଣା ଘଟି ନଥିବା ପୋଲିସ ପକ୍ଷରୁ କୁହାଯାଇଛି।	[182, 861, 322, 971]
story2-body-right	[284, 1352, 660, 1420]
section-title-line2: ଖବର	[64, 95, 130, 130]
column-rule	[770, 861, 771, 1083]
row2-col4-text: ସରକାରୀ ଓ ବେସରକାରୀ ଅଫିସ, ସ୍କୁଲ, କଲେଜ, ବ୍ୟାଙ୍କ ବନ୍ଦ ରହିଥିଲା। ଦୂରଗାମୀ ବସ୍ ଚଳାଚଳ ବନ୍ଦ ଥିବାରୁ ଯାତ୍ରୀମାନେ ଅସୁବିଧାର ସମ୍ମୁଖୀନ ହୋଇଥିଲେ। କଂଗ୍ରେସ କର୍ମୀମାନେ ସକାଳୁ ବିଭିନ୍ନ ଛକରେ ଧାରଣା ଦେଇ ସରକାରଙ୍କ ବିରୋଧରେ ସ୍ଲୋଗାନ ଦେଇଥିଲେ। ବନ୍ଦକୁ ଦୃଷ୍ଟିରେ ରଖି ପୋଲିସ ପକ୍ଷରୁ କଡ଼ା ସୁରକ୍ଷା ବ୍ୟବସ୍ଥା କରାଯାଇଥିଲା। ଏହି କାର୍ଯ୍ୟକ୍ରମରେ ଜିଲ୍ଲା କଂଗ୍ରେସ ସଭାପତି, ବ୍ଲକ ସଭାପତି ଓ ବହୁ କର୍ମୀ ଉପସ୍ଥିତ ଥିଲେ। ଅପରାହ୍ନ ପରେ ଧୀରେ ଧୀରେ ସ୍ଥିତି ସ୍ୱାଭାବିକ ହୋଇଥିଲା।	[568, 603, 738, 713]
